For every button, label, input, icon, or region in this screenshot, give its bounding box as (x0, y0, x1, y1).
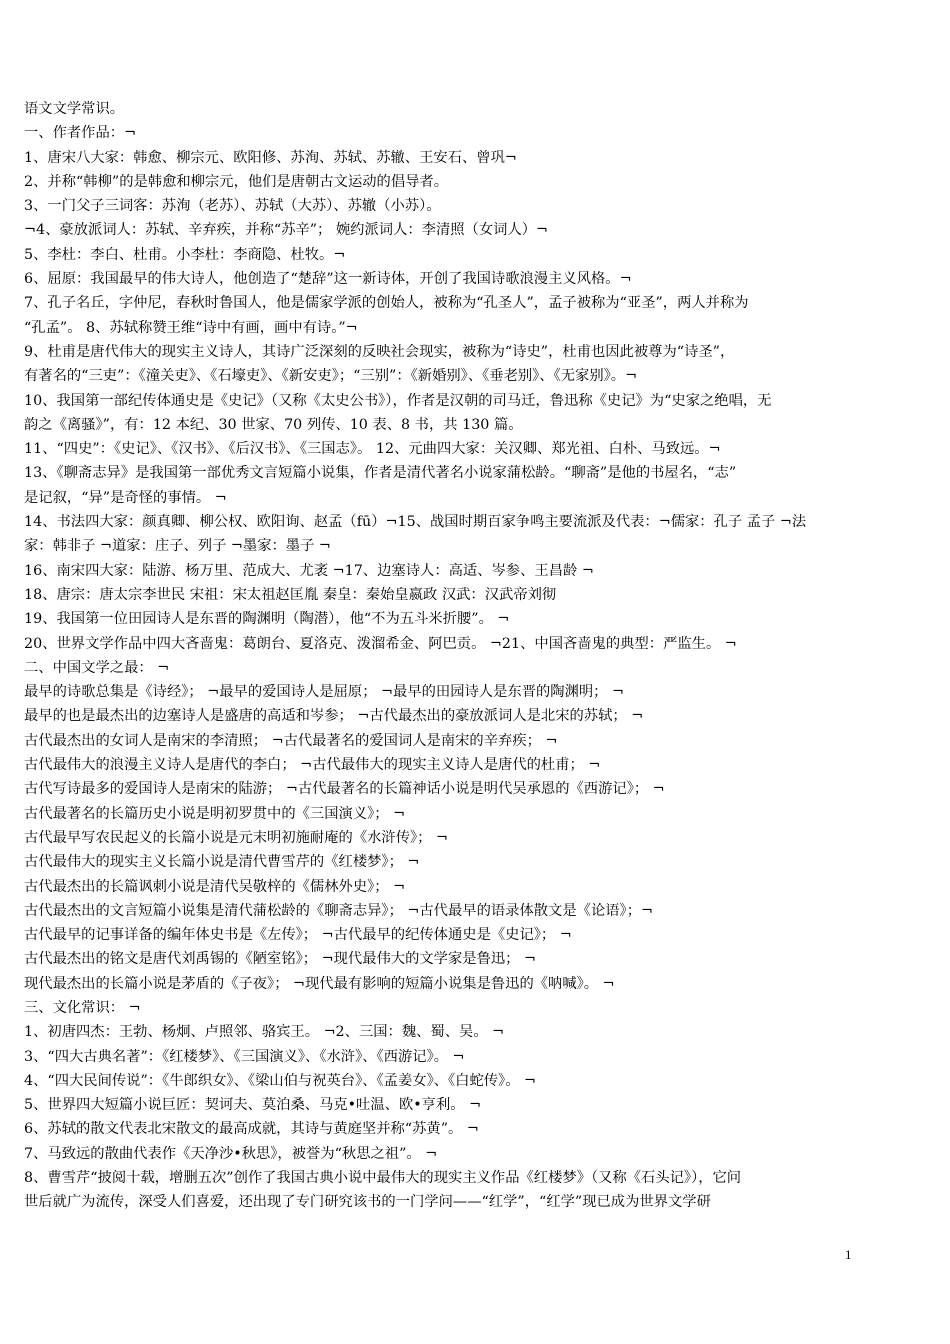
text-line: 古代最著名的长篇历史小说是明初罗贯中的《三国演义》； ¬ (24, 805, 406, 822)
text-line: 是记叙，“异”是奇怪的事情。 ¬ (24, 489, 227, 506)
text-line: 3、一门父子三词客：苏洵（老苏）、苏轼（大苏）、苏辙（小苏）。 (24, 198, 441, 215)
text-line: 8、曹雪芹“披阅十载，增删五次”创作了我国古典小说中最伟大的现实主义作品《红楼梦》（又称《石头记》），它问 (24, 1170, 742, 1187)
document-body (24, 97, 860, 1215)
text-line: 1、唐宋八大家：韩愈、柳宗元、欧阳修、苏洵、苏轼、苏辙、王安石、曾巩¬ (24, 149, 517, 166)
text-line: 古代最伟大的浪漫主义诗人是唐代的李白； ¬古代最伟大的现实主义诗人是唐代的杜甫； ¬ (24, 757, 601, 774)
text-line: 3、“四大古典名著”：《红楼梦》、《三国演义》、《水浒》、《西游记》。 ¬ (24, 1048, 465, 1065)
text-line: 现代最杰出的长篇小说是茅盾的《子夜》； ¬现代最有影响的短篇小说集是鲁迅的《呐喊》。 ¬ (24, 975, 615, 992)
text-line: 11、“四史”：《史记》、《汉书》、《后汉书》、《三国志》。 12、元曲四大家：关汉卿、郑光祖、白朴、马致远。¬ (24, 441, 721, 458)
text-line: 古代最伟大的现实主义长篇小说是清代曹雪芹的《红楼梦》； ¬ (24, 854, 420, 871)
text-line: 9、杜甫是唐代伟大的现实主义诗人，其诗广泛深刻的反映社会现实，被称为“诗史”，杜甫也因此被尊为“诗圣”， (24, 343, 735, 360)
text-line: 14、书法四大家：颜真卿、柳公权、欧阳询、赵孟（fū）¬15、战国时期百家争鸣主要流派及代表：¬儒家：孔子 孟子 ¬法 (24, 514, 807, 531)
page-number: 1 (845, 1247, 852, 1262)
text-line: 13、《聊斋志异》是我国第一部优秀文言短篇小说集，作者是清代著名小说家蒲松龄。“聊斋”是他的书屋名，“志” (24, 465, 737, 482)
text-line: 7、孔子名丘，字仲尼，春秋时鲁国人，他是儒家学派的创始人，被称为“孔圣人”，孟子被称为“亚圣”，两人并称为 (24, 295, 749, 312)
text-line: 古代最早的记事详备的编年体史书是《左传》； ¬古代最早的纪传体通史是《史记》； ¬ (24, 927, 572, 944)
text-line: 古代最杰出的长篇讽刺小说是清代吴敬梓的《儒林外史》； ¬ (24, 878, 406, 895)
text-line: 5、世界四大短篇小说巨匠：契诃夫、莫泊桑、马克•吐温、欧•亨利。 ¬ (24, 1097, 482, 1114)
text-line: “孔孟”。 8、苏轼称赞王维“诗中有画，画中有诗。”¬ (24, 319, 358, 336)
text-line: 世后就广为流传，深受人们喜爱，还出现了专门研究该书的一门学问——“红学”，“红学”现已成为世界文学研 (24, 1194, 711, 1211)
text-line: 1、初唐四杰：王勃、杨炯、卢照邻、骆宾王。 ¬2、三国：魏、蜀、吴。 ¬ (24, 1024, 505, 1041)
text-line: 最早的也是最杰出的边塞诗人是盛唐的高适和岑参； ¬古代最杰出的豪放派词人是北宋的苏轼； ¬ (24, 708, 644, 725)
text-line: 有著名的“三吏”：《潼关吏》、《石壕吏》、《新安吏》；“三别”：《新婚别》、《垂老别》、《无家别》。¬ (24, 368, 638, 385)
text-line: ¬4、豪放派词人：苏轼、辛弃疾，并称“苏辛”； 婉约派词人：李清照（女词人）¬ (24, 222, 549, 239)
text-line: 18、唐宗：唐太宗李世民 宋祖：宋太祖赵匡胤 秦皇：秦始皇嬴政 汉武：汉武帝刘彻 (24, 586, 557, 603)
text-line: 古代写诗最多的爱国诗人是南宋的陆游； ¬古代最著名的长篇神话小说是明代吴承恩的《西游记》； ¬ (24, 781, 665, 798)
text-line: 6、苏轼的散文代表北宋散文的最高成就，其诗与黄庭坚并称“苏黄”。 ¬ (24, 1121, 479, 1138)
text-line: 10、我国第一部纪传体通史是《史记》（又称《太史公书》），作者是汉朝的司马迁，鲁迅称《史记》为“史家之绝唱，无 (24, 392, 772, 409)
text-line: 古代最杰出的文言短篇小说集是清代蒲松龄的《聊斋志异》； ¬古代最早的语录体散文是《论语》；¬ (24, 902, 653, 919)
text-line: 家：韩非子 ¬道家：庄子、列子 ¬墨家：墨子 ¬ (24, 538, 331, 555)
text-line: 韵之《离骚》”，有：12 本纪、30 世家、70 列传、10 表、8 书，共 130 篇。 (24, 416, 523, 433)
text-line: 二、中国文学之最： ¬ (24, 659, 170, 676)
text-line: 16、南宋四大家：陆游、杨万里、范成大、尤袤 ¬17、边塞诗人：高适、岑参、王昌龄 ¬ (24, 562, 594, 579)
text-line: 三、文化常识： ¬ (24, 999, 141, 1016)
text-line: 6、屈原：我国最早的伟大诗人，他创造了“楚辞”这一新诗体，开创了我国诗歌浪漫主义风格。¬ (24, 271, 632, 288)
text-line: 古代最杰出的铭文是唐代刘禹锡的《陋室铭》； ¬现代最伟大的文学家是鲁迅； ¬ (24, 951, 536, 968)
text-line: 最早的诗歌总集是《诗经》； ¬最早的爱国诗人是屈原； ¬最早的田园诗人是东晋的陶渊明； ¬ (24, 684, 624, 701)
text-line: 古代最早写农民起义的长篇小说是元末明初施耐庵的《水浒传》； ¬ (24, 829, 448, 846)
text-line: 一、作者作品：¬ (24, 125, 137, 142)
text-line: 20、世界文学作品中四大吝啬鬼：葛朗台、夏洛克、泼溜希金、阿巴贡。 ¬21、中国吝啬鬼的典型：严监生。 ¬ (24, 635, 737, 652)
text-line: 2、并称“韩柳”的是韩愈和柳宗元，他们是唐朝古文运动的倡导者。 (24, 173, 449, 190)
text-line: 19、我国第一位田园诗人是东晋的陶渊明（陶潜），他“不为五斗米折腰”。 ¬ (24, 611, 510, 628)
text-line: 4、“四大民间传说”：《牛郎织女》、《梁山伯与祝英台》、《孟姜女》、《白蛇传》。 ¬ (24, 1072, 537, 1089)
text-line: 5、李杜：李白、杜甫。小李杜：李商隐、杜牧。¬ (24, 246, 346, 263)
text-line: 古代最杰出的女词人是南宋的李清照； ¬古代最著名的爱国词人是南宋的辛弃疾； ¬ (24, 732, 558, 749)
text-line: 7、马致远的散曲代表作《天净沙•秋思》，被誉为“秋思之祖”。 ¬ (24, 1145, 438, 1162)
text-line: 语文文学常识。 (24, 101, 125, 117)
